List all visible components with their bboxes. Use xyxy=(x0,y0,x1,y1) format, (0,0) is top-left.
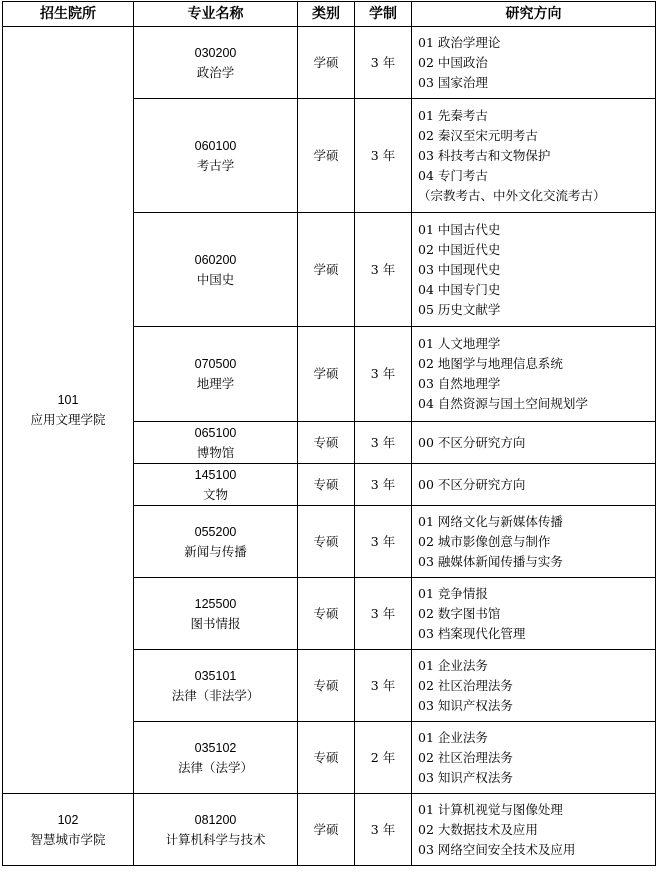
type-cell: 专硕 xyxy=(298,722,355,794)
directions-cell xyxy=(412,213,656,327)
direction-item: 02 社区治理法务 xyxy=(418,677,513,693)
direction-item: 03 中国现代史 xyxy=(418,261,501,277)
major-code: 060100 xyxy=(194,138,237,153)
major-cell xyxy=(134,650,298,722)
direction-item: 00 不区分研究方向 xyxy=(418,476,526,492)
directions-cell xyxy=(412,578,656,650)
direction-item: 04 专门考古 xyxy=(418,167,488,183)
major-cell xyxy=(134,722,298,794)
college-code: 101 xyxy=(57,393,79,407)
major-cell xyxy=(134,578,298,650)
duration-cell: 3 年 xyxy=(355,213,412,327)
major-name: 博物馆 xyxy=(196,444,235,460)
duration-cell: 3 年 xyxy=(355,27,412,99)
directions-cell xyxy=(412,27,656,99)
header-type: 类别 xyxy=(298,2,355,27)
major-cell xyxy=(134,794,298,866)
college-name: 智慧城市学院 xyxy=(30,831,106,847)
major-name: 新闻与传播 xyxy=(184,543,247,559)
direction-item: 01 计算机视觉与图像处理 xyxy=(418,801,563,817)
college-cell xyxy=(3,27,134,794)
major-code: 055200 xyxy=(194,524,237,539)
duration-cell: 2 年 xyxy=(355,722,412,794)
major-cell xyxy=(134,464,298,506)
admissions-table xyxy=(2,1,656,866)
major-code: 065100 xyxy=(194,425,237,440)
direction-item: 01 网络文化与新媒体传播 xyxy=(418,513,563,529)
college-code: 102 xyxy=(57,812,79,827)
type-cell: 学硕 xyxy=(298,794,355,866)
duration-cell: 3 年 xyxy=(355,327,412,422)
major-name: 法律（法学） xyxy=(177,759,253,775)
direction-item: 02 秦汉至宋元明考古 xyxy=(418,127,538,143)
direction-item: 04 中国专门史 xyxy=(418,281,501,297)
type-cell: 学硕 xyxy=(298,99,355,213)
direction-item: 01 中国古代史 xyxy=(418,221,501,237)
direction-item: 04 自然资源与国土空间规划学 xyxy=(418,396,588,411)
direction-item: 02 中国政治 xyxy=(418,54,488,70)
major-code: 070500 xyxy=(194,357,237,371)
major-name: 图书情报 xyxy=(190,615,241,631)
direction-item: 03 国家治理 xyxy=(418,74,488,90)
type-cell: 专硕 xyxy=(298,464,355,506)
header-major: 专业名称 xyxy=(134,2,298,27)
major-code: 030200 xyxy=(194,45,237,60)
directions-cell xyxy=(412,506,656,578)
header-directions: 研究方向 xyxy=(412,2,656,27)
direction-item: 01 企业法务 xyxy=(418,657,488,673)
major-name: 中国史 xyxy=(196,271,235,287)
type-cell: 学硕 xyxy=(298,213,355,327)
table-row xyxy=(3,794,656,866)
major-cell xyxy=(134,506,298,578)
header-row xyxy=(3,2,656,27)
type-cell: 专硕 xyxy=(298,650,355,722)
direction-item: 02 社区治理法务 xyxy=(418,749,513,765)
duration-cell: 3 年 xyxy=(355,464,412,506)
college-name: 应用文理学院 xyxy=(30,412,106,427)
major-name: 计算机科学与技术 xyxy=(165,831,266,847)
major-name: 考古学 xyxy=(196,157,235,173)
direction-item: 05 历史文献学 xyxy=(418,301,501,317)
direction-item: 03 知识产权法务 xyxy=(418,769,513,785)
duration-cell: 3 年 xyxy=(355,506,412,578)
type-cell: 学硕 xyxy=(298,27,355,99)
header-duration: 学制 xyxy=(355,2,412,27)
major-code: 060200 xyxy=(194,252,237,267)
duration-cell: 3 年 xyxy=(355,99,412,213)
direction-item: 02 地图学与地理信息系统 xyxy=(418,356,563,371)
directions-cell xyxy=(412,464,656,506)
directions-cell xyxy=(412,722,656,794)
direction-item: 03 知识产权法务 xyxy=(418,697,513,713)
direction-item: 01 先秦考古 xyxy=(418,107,488,123)
directions-cell xyxy=(412,650,656,722)
direction-item: 03 档案现代化管理 xyxy=(418,625,526,641)
major-cell xyxy=(134,213,298,327)
duration-cell: 3 年 xyxy=(355,578,412,650)
type-cell: 学硕 xyxy=(298,327,355,422)
direction-item: 03 自然地理学 xyxy=(418,376,501,391)
major-name: 法律（非法学） xyxy=(171,687,260,703)
direction-item: 01 政治学理论 xyxy=(418,34,501,50)
major-cell xyxy=(134,99,298,213)
direction-item: 00 不区分研究方向 xyxy=(418,434,526,450)
direction-item: 02 大数据技术及应用 xyxy=(418,821,538,837)
direction-item: 03 融媒体新闻传播与实务 xyxy=(418,553,563,569)
directions-cell xyxy=(412,794,656,866)
major-name: 政治学 xyxy=(196,64,235,80)
major-code: 035102 xyxy=(194,740,237,755)
type-cell: 专硕 xyxy=(298,506,355,578)
direction-item: 03 网络空间安全技术及应用 xyxy=(418,841,576,857)
college-cell xyxy=(3,794,134,866)
directions-cell xyxy=(412,422,656,464)
duration-cell: 3 年 xyxy=(355,794,412,866)
major-cell xyxy=(134,27,298,99)
directions-cell xyxy=(412,327,656,422)
direction-item: 01 竞争情报 xyxy=(418,585,488,601)
major-code: 035101 xyxy=(194,668,237,683)
direction-item: （宗教考古、中外文化交流考古） xyxy=(418,187,606,203)
duration-cell: 3 年 xyxy=(355,422,412,464)
major-cell xyxy=(134,327,298,422)
direction-item: 02 中国近代史 xyxy=(418,241,501,257)
direction-item: 01 企业法务 xyxy=(418,729,488,745)
major-name: 地理学 xyxy=(196,376,235,391)
major-cell xyxy=(134,422,298,464)
major-code: 125500 xyxy=(194,596,237,611)
duration-cell: 3 年 xyxy=(355,650,412,722)
direction-item: 03 科技考古和文物保护 xyxy=(418,147,551,163)
direction-item: 02 城市影像创意与制作 xyxy=(418,533,551,549)
type-cell: 专硕 xyxy=(298,578,355,650)
header-college: 招生院所 xyxy=(3,2,134,27)
major-code: 145100 xyxy=(194,467,237,482)
major-code: 081200 xyxy=(194,812,237,827)
direction-item: 01 人文地理学 xyxy=(418,336,501,351)
directions-cell xyxy=(412,99,656,213)
direction-item: 02 数字图书馆 xyxy=(418,605,501,621)
major-name: 文物 xyxy=(202,486,228,502)
type-cell: 专硕 xyxy=(298,422,355,464)
table-row xyxy=(3,27,656,99)
